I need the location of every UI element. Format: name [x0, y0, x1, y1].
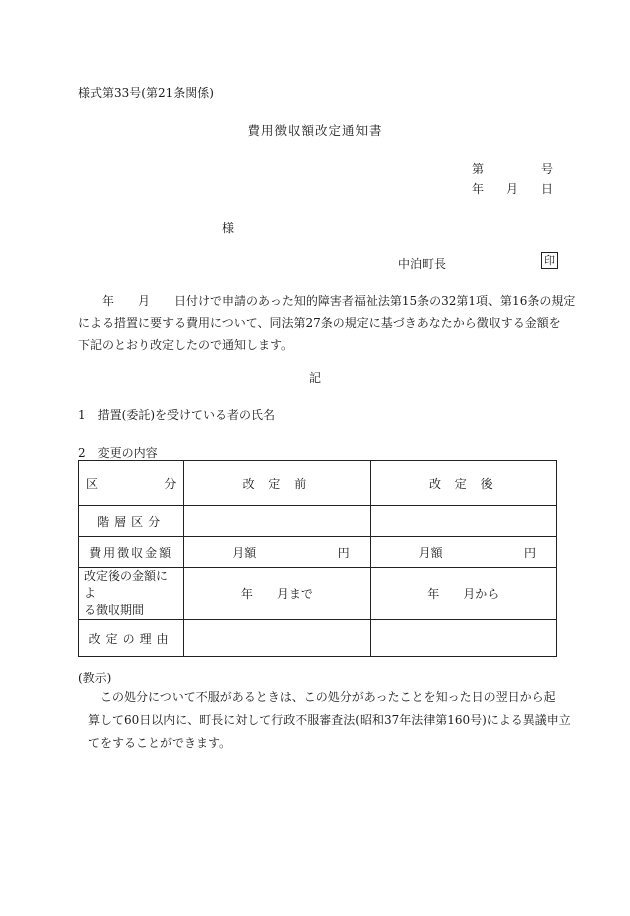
- notice-line: 算して60日以内に、町長に対して行政不服審査法(昭和37年法律第160号)による異議申立: [88, 713, 571, 727]
- document-title: 費用徴収額改定通知書: [247, 123, 383, 138]
- amount-after-cell: [370, 537, 556, 568]
- document-number-suffix: 号: [541, 162, 554, 176]
- addressee-suffix: 様: [222, 221, 235, 235]
- stage-after-cell: [370, 506, 556, 537]
- amount-before-prefix: 月額: [232, 545, 257, 560]
- header-category-cell: [79, 461, 184, 506]
- row-label-amount: 費用徴収金額: [89, 545, 174, 560]
- notice-line: この処分について不服があるときは、この処分があったことを知った日の翌日から起: [100, 690, 556, 704]
- table-row: [79, 506, 557, 537]
- form-number: 様式第33号(第21条関係): [78, 86, 214, 100]
- item-1-heading: 1 措置(委託)を受けている者の氏名: [78, 408, 275, 422]
- seal-mark: 印: [541, 252, 558, 269]
- table-row: [79, 620, 557, 657]
- table-header-row: [79, 461, 557, 506]
- row-label-amount-cell: [79, 537, 184, 568]
- header-category-right: 分: [164, 476, 177, 491]
- item-2-heading: 2 変更の内容: [78, 446, 158, 460]
- row-label-reason: 改定の理由: [79, 620, 184, 657]
- notice-paragraph: [88, 686, 571, 755]
- amount-after-prefix: 月額: [418, 545, 443, 560]
- stage-before-cell: [184, 506, 370, 537]
- issuer-name: 中泊町長: [398, 257, 447, 271]
- table-row: [79, 568, 557, 620]
- date-day-label: 日: [541, 182, 554, 196]
- date-year-label: 年: [472, 182, 485, 196]
- ki-heading: 記: [308, 371, 321, 385]
- document-number-label: 第: [472, 162, 485, 176]
- notice-line: てをすることができます。: [88, 736, 232, 750]
- body-line: 年 月 日付けで申請のあった知的障害者福祉法第15条の32第1項、第16条の規定: [102, 294, 576, 308]
- header-before: 改 定 前: [184, 461, 370, 506]
- change-details-table: [78, 460, 557, 657]
- body-paragraph: [78, 290, 576, 356]
- header-category-left: 区: [86, 476, 99, 491]
- row-label-period-line1: 改定後の金額によ: [84, 569, 169, 600]
- row-label-stage: 階層区分: [79, 506, 184, 537]
- row-label-period-cell: [79, 568, 184, 620]
- amount-before-unit: 円: [337, 545, 350, 560]
- amount-after-unit: 円: [523, 545, 536, 560]
- body-line: 下記のとおり改定したので通知します。: [78, 338, 294, 352]
- period-after: 年 月から: [370, 568, 556, 620]
- reason-before-cell: [184, 620, 370, 657]
- amount-before-cell: [184, 537, 370, 568]
- period-before: 年 月まで: [184, 568, 370, 620]
- row-label-period-line2: る徴収期間: [84, 603, 145, 617]
- notice-label: (教示): [78, 671, 112, 685]
- reason-after-cell: [370, 620, 556, 657]
- table-row: [79, 537, 557, 568]
- header-after: 改 定 後: [370, 461, 556, 506]
- date-month-label: 月: [506, 182, 519, 196]
- body-line: による措置に要する費用について、同法第27条の規定に基づきあなたから徴収する金額を: [78, 316, 561, 330]
